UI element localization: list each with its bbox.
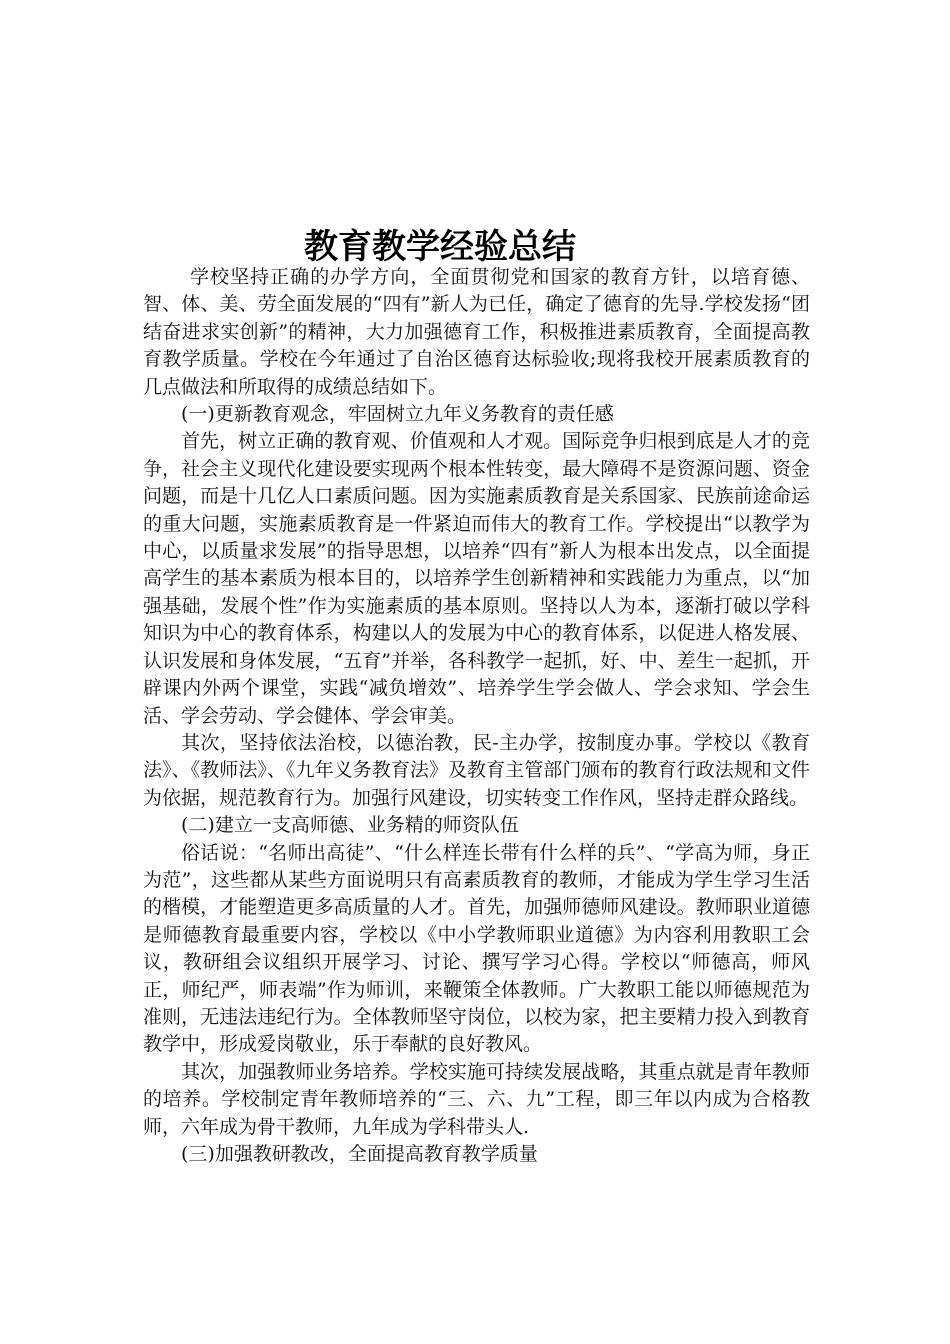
body-paragraph: 其次，坚持依法治校，以德治教，民-主办学，按制度办事。学校以《教育法》、《教师法》、《九年义务教育法》及教育主管部门颁布的教育行政法规和文件为依据，规范教育行为。加强行风建设，切实转变工作作风，坚持走群众路线。 (143, 731, 810, 809)
section-heading-1: (一)更新教育观念，牢固树立九年义务教育的责任感 (181, 403, 614, 426)
intro-paragraph: 学校坚持正确的办学方向，全面贯彻党和国家的教育方针，以培育德、智、体、美、劳全面发展的“四有”新人为已任，确定了德育的先导.学校发扬“团结奋进求实创新”的精神，大力加强德育工作，积极推进素质教育，全面提高教育教学质量。学校在今年通过了自治区德育达标验收;现将我校开展素质教育的几点做法和所取得的成绩总结如下。 (143, 266, 810, 398)
document-body (143, 264, 810, 1168)
document-title: 教育教学经验总结 (304, 226, 576, 267)
body-paragraph: 俗话说：“名师出高徒”、“什么样连长带有什么样的兵”、“学高为师，身正为范”，这些都从某些方面说明只有高素质教育的教师，才能成为学生学习生活的楷模，才能塑造更多高质量的人才。首先，加强师德师风建设。教师职业道德是师德教育最重要内容，学校以《中小学教师职业道德》为内容利用教职工会议，教研组会议组织开展学习、讨论、撰写学习心得。学校以“师德高，师风正，师纪严，师表端”作为师训，来鞭策全体教师。广大教职工能以师德规范为准则，无违法违纪行为。全体教师坚守岗位，以校为家，把主要精力投入到教育教学中，形成爱岗敬业，乐于奉献的良好教风。 (143, 841, 810, 1056)
section-heading-2: (二)建立一支高师德、业务精的师资队伍 (181, 814, 519, 837)
section-heading-3: (三)加强教研教改，全面提高教育教学质量 (181, 1143, 538, 1165)
body-paragraph: 首先，树立正确的教育观、价值观和人才观。国际竞争归根到底是人才的竞争，社会主义现代化建设要实现两个根本性转变，最大障碍不是资源问题、资金问题，而是十几亿人口素质问题。因为实施素质教育是关系国家、民族前途命运的重大问题，实施素质教育是一件紧迫而伟大的教育工作。学校提出“以教学为中心，以质量求发展”的指导思想，以培养“四有”新人为根本出发点，以全面提高学生的基本素质为根本目的，以培养学生创新精神和实践能力为重点，以“加强基础，发展个性”作为实施素质的基本原则。坚持以人为本，逐渐打破以学科知识为中心的教育体系，构建以人的发展为中心的教育体系，以促进人格发展、认识发展和身体发展，“五育”并举，各科教学一起抓，好、中、差生一起抓，开辟课内外两个课堂，实践“减负增效”、培养学生学会做人、学会求知、学会生活、学会劳动、学会健体、学会审美。 (143, 430, 810, 727)
body-paragraph: 其次，加强教师业务培养。学校实施可持续发展战略，其重点就是青年教师的培养。学校制定青年教师培养的“三、六、九”工程，即三年以内成为合格教师，六年成为骨干教师，九年成为学科带头人. (143, 1060, 810, 1138)
